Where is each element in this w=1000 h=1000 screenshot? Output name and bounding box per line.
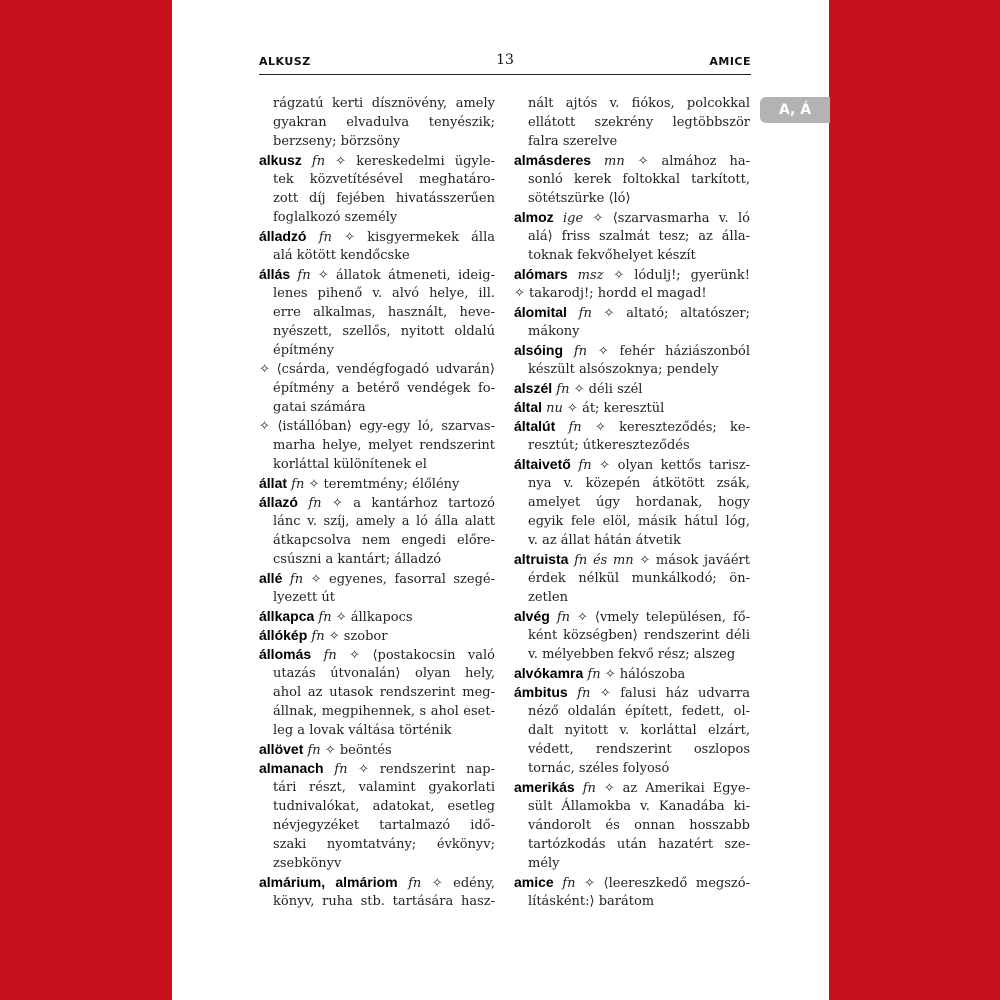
entry-headword-line [514, 341, 750, 360]
entry-headword-line [259, 873, 495, 892]
definition-text: ✧ edény, [421, 876, 495, 891]
part-of-speech: fn [556, 382, 570, 397]
headword: almásderes [514, 152, 592, 168]
headword: almanach [259, 760, 324, 776]
entry-text-line [259, 835, 495, 854]
part-of-speech: fn [289, 572, 304, 587]
definition-text: ✧ ⟨leereszkedő megszó- [575, 876, 750, 891]
definition-text: resztút; útkereszteződés [528, 438, 690, 453]
headword: alvég [514, 608, 550, 624]
definition-text: ✧ szobor [324, 629, 388, 644]
entry-text-line [514, 835, 750, 854]
entry-text-line [259, 778, 495, 797]
definition-text: zetlen [528, 590, 568, 605]
headword: állkapca [259, 608, 315, 624]
definition-text: falra szerelve [528, 134, 618, 149]
part-of-speech: msz [577, 268, 604, 283]
entry-text-line [259, 664, 495, 683]
definition-text: ✧ egyenes, fasorral szegé- [303, 572, 495, 587]
headword: álomital [514, 304, 567, 320]
definition-text: marha helye, melyet rendszerint [273, 438, 495, 453]
entry-headword-line [514, 265, 750, 284]
headword: almoz [514, 209, 554, 225]
definition-text: ✧ ⟨postakocsin való [336, 648, 496, 663]
headword: ámbitus [514, 684, 568, 700]
definition-text: ✧ állkapocs [331, 610, 413, 625]
definition-text: gatai számára [273, 400, 366, 415]
definition-text: átkapcsolva nem engedi előre- [273, 533, 495, 548]
entry-headword-line [259, 759, 495, 778]
definition-text: ✧ ⟨istállóban⟩ egy-egy ló, szarvas- [259, 419, 495, 434]
entry-headword-line [514, 607, 750, 626]
entry-headword-line [514, 417, 750, 436]
entry-text-line [259, 284, 495, 303]
definition-text: érdek nélkül munkálkodó; ön- [528, 571, 750, 586]
part-of-speech: fn [307, 743, 321, 758]
part-of-speech: fn [577, 686, 591, 701]
headword: általút [514, 418, 556, 434]
headword: áltaivető [514, 456, 571, 472]
entry-text-line [259, 892, 495, 911]
headword: állazó [259, 494, 298, 510]
definition-text: utazás útvonalán⟩ olyan hely, [273, 666, 495, 681]
entry-text-line [514, 322, 750, 341]
entry-headword-line [514, 303, 750, 322]
definition-text: mély [528, 856, 560, 871]
part-of-speech: fn [568, 420, 582, 435]
definition-text: nyészett, szellős, nyitott oldalú [273, 324, 495, 339]
entry-text-line [259, 208, 495, 227]
entry-headword-line [514, 664, 750, 683]
definition-text: névjegyzéket tartalmazó idő- [273, 818, 495, 833]
entry-text-line [514, 493, 750, 512]
entry-text-line [259, 132, 495, 151]
headword: állókép [259, 627, 308, 643]
header-first-entry: ALKUSZ [259, 55, 311, 68]
headword: almárium, almáriom [259, 874, 398, 890]
definition-text: ✧ fehér háziászonból [587, 344, 751, 359]
entry-text-line [259, 550, 495, 569]
entry-text-line [514, 132, 750, 151]
definition-text: könyv, ruha stb. tartására hasz- [273, 894, 495, 909]
definition-text: tári részt, valamint gyakorlati [273, 780, 495, 795]
definition-text: ✧ almához ha- [624, 154, 750, 169]
entry-text-line [514, 227, 750, 246]
entry-text-line [259, 588, 495, 607]
entry-text-line [514, 360, 750, 379]
entry-text-line [259, 721, 495, 740]
entry-text-line [259, 455, 495, 474]
definition-text: ✧ rendszerint nap- [347, 762, 495, 777]
part-of-speech: fn [582, 781, 596, 796]
entry-text-line [259, 303, 495, 322]
entry-text-line [514, 284, 750, 303]
definition-text: egyik fele elöl, másik hátul lóg, [528, 514, 750, 529]
part-of-speech: fn [311, 629, 325, 644]
definition-text: lyezett út [273, 590, 335, 605]
definition-text: ✧ déli szél [569, 382, 643, 397]
entry-text-line [259, 512, 495, 531]
definition-text: toknak fekvőhelyet készít [528, 248, 696, 263]
entry-text-line [259, 398, 495, 417]
definition-text: ✧ állatok átmeneti, ideig- [310, 268, 495, 283]
entry-headword-line [514, 379, 750, 398]
definition-text: alá⟩ friss szalmát tesz; az álla- [528, 229, 750, 244]
definition-text: építmény a betérő vendégek fo- [273, 381, 495, 396]
entry-headword-line [514, 151, 750, 170]
entry-text-line [514, 588, 750, 607]
definition-text: erre alkalmas, használt, heve- [273, 305, 495, 320]
letter-thumb-tab: A, Á [760, 97, 830, 123]
entry-headword-line [259, 265, 495, 284]
definition-text: ✧ az Amerikai Egye- [595, 781, 750, 796]
definition-text: ✧ beöntés [320, 743, 392, 758]
entry-headword-line [514, 873, 750, 892]
entry-headword-line [259, 740, 495, 759]
definition-text: védett, rendszerint oszlopos [528, 742, 750, 757]
headword: alsóing [514, 342, 564, 358]
entry-text-line [259, 94, 495, 113]
page-number: 13 [496, 52, 514, 68]
entry-headword-line [259, 607, 495, 626]
headword: allé [259, 570, 283, 586]
headword: állat [259, 475, 288, 491]
definition-text: ként községben⟩ rendszerint déli [528, 628, 750, 643]
definition-text: ✧ ⟨szarvasmarha v. ló [583, 211, 750, 226]
definition-text: néző oldalán épített, fedett, ol- [528, 704, 750, 719]
right-column [514, 94, 750, 911]
headword: amerikás [514, 779, 575, 795]
entry-text-line [514, 854, 750, 873]
definition-text: leg a lovak váltása történik [273, 723, 452, 738]
definition-text: mákony [528, 324, 580, 339]
definition-text: ✧ olyan kettős tarisz- [591, 458, 750, 473]
entry-headword-line [514, 398, 750, 417]
definition-text: ellátott szekrény legtöbbször [528, 115, 750, 130]
part-of-speech: fn [573, 344, 588, 359]
entry-text-line [259, 189, 495, 208]
definition-text: ✧ a kantárhoz tartozó [321, 496, 495, 511]
definition-text: állnak, megpihennek, s ahol eset- [273, 704, 495, 719]
headword: állás [259, 266, 291, 282]
entry-text-line [259, 246, 495, 265]
entry-headword-line [259, 645, 495, 664]
entry-text-line [514, 189, 750, 208]
part-of-speech: fn [308, 496, 322, 511]
definition-text: ✧ kereskedelmi ügyle- [325, 154, 495, 169]
entry-text-line [259, 702, 495, 721]
definition-text: tek közvetítésével meghatáro- [273, 172, 495, 187]
definition-text: tornác, széles folyosó [528, 761, 670, 776]
definition-text: lenes pihenő v. alvó helye, ill. [273, 286, 495, 301]
entry-headword-line [514, 683, 750, 702]
entry-text-line [259, 797, 495, 816]
definition-text: zott díj fejében hivatásszerűen [273, 191, 495, 206]
entry-text-line [514, 531, 750, 550]
definition-text: ✧ mások javáért [633, 553, 750, 568]
definition-text: ✧ takarodj!; hordd el magad! [514, 286, 707, 301]
entry-headword-line [514, 550, 750, 569]
definition-text: ✧ hálószoba [600, 667, 686, 682]
entry-text-line [514, 740, 750, 759]
part-of-speech: fn [334, 762, 348, 777]
part-of-speech: mn [604, 154, 625, 169]
entry-headword-line [514, 455, 750, 474]
left-column [259, 94, 495, 911]
definition-text: v. mélyebben fekvő rész; alszeg [528, 647, 736, 662]
entry-text-line [514, 892, 750, 911]
part-of-speech: fn [556, 610, 570, 625]
part-of-speech: fn [311, 154, 326, 169]
definition-text: ✧ altató; altatószer; [591, 306, 750, 321]
definition-text: ✧ lódulj!; gyerünk! [603, 268, 750, 283]
part-of-speech: ige [563, 211, 584, 226]
definition-text: amelyet úgy hordanak, hogy [528, 495, 750, 510]
definition-text: csúszni a kantárt; álladzó [273, 552, 442, 567]
definition-text: szaki nyomtatvány; évkönyv; [273, 837, 495, 852]
entry-text-line [514, 113, 750, 132]
entry-text-line [514, 797, 750, 816]
part-of-speech: fn [587, 667, 601, 682]
entry-text-line [514, 721, 750, 740]
headword: alkusz [259, 152, 302, 168]
definition-text: építmény [273, 343, 335, 358]
definition-text: nált ajtós v. fiókos, polcokkal [528, 96, 750, 111]
part-of-speech: fn [318, 230, 332, 245]
entry-text-line [514, 512, 750, 531]
part-of-speech: fn [562, 876, 576, 891]
headword: alszél [514, 380, 553, 396]
definition-text: ✧ ⟨csárda, vendégfogadó udvarán⟩ [259, 362, 495, 377]
part-of-speech: fn és mn [574, 553, 634, 568]
definition-text: sonló kerek foltokkal tarkított, [528, 172, 750, 187]
entry-text-line [259, 322, 495, 341]
definition-text: ✧ át; keresztül [562, 401, 665, 416]
part-of-speech: fn [578, 458, 592, 473]
entry-text-line [514, 626, 750, 645]
entry-text-line [259, 531, 495, 550]
definition-text: ahol az utasok rendszerint meg- [273, 685, 495, 700]
entry-text-line [514, 569, 750, 588]
entry-text-line [259, 683, 495, 702]
definition-text: rágzatú kerti dísznövény, amely [273, 96, 495, 111]
entry-text-line [259, 379, 495, 398]
headword: által [514, 399, 543, 415]
entry-headword-line [259, 474, 495, 493]
running-header [259, 52, 751, 75]
headword: amice [514, 874, 554, 890]
headword: allövet [259, 741, 304, 757]
part-of-speech: nu [546, 401, 563, 416]
entry-text-line [514, 759, 750, 778]
entry-text-line [514, 246, 750, 265]
definition-text: készült alsószoknya; pendely [528, 362, 719, 377]
entry-text-line [259, 113, 495, 132]
part-of-speech: fn [297, 268, 311, 283]
entry-text-line [259, 170, 495, 189]
entry-text-line [259, 854, 495, 873]
entry-headword-line [514, 778, 750, 797]
part-of-speech: fn [578, 306, 592, 321]
definition-text: sült Államokba v. Kanadába ki- [528, 799, 750, 814]
header-last-entry: AMICE [709, 55, 751, 68]
definition-text: lánc v. szíj, amely a ló álla alatt [273, 514, 495, 529]
part-of-speech: fn [291, 477, 305, 492]
definition-text: korláttal különítenek el [273, 457, 427, 472]
definition-text: ✧ teremtmény; élőlény [304, 477, 460, 492]
headword: alómars [514, 266, 568, 282]
entry-text-line [259, 360, 495, 379]
entry-text-line [514, 474, 750, 493]
entry-text-line [514, 436, 750, 455]
entry-text-line [259, 417, 495, 436]
definition-text: dalt nyitott v. korláttal elzárt, [528, 723, 750, 738]
definition-text: alá kötött kendőcske [273, 248, 410, 263]
entry-text-line [514, 170, 750, 189]
part-of-speech: fn [323, 648, 337, 663]
definition-text: sötétszürke ⟨ló⟩ [528, 191, 631, 206]
definition-text: tartózkodás után hazatért sze- [528, 837, 750, 852]
entry-headword-line [259, 151, 495, 170]
definition-text: ✧ kereszteződés; ke- [581, 420, 750, 435]
definition-text: tudnivalókat, adatokat, esetleg [273, 799, 495, 814]
part-of-speech: fn [318, 610, 332, 625]
headword: alvókamra [514, 665, 584, 681]
definition-text: ✧ kisgyermekek álla [331, 230, 495, 245]
definition-text: berzseny; börzsöny [273, 134, 401, 149]
definition-text: lításként:⟩ barátom [528, 894, 655, 909]
entry-text-line [514, 645, 750, 664]
definition-text: nya v. közepén átkötött zsák, [528, 476, 750, 491]
part-of-speech: fn [408, 876, 422, 891]
entry-text-line [514, 702, 750, 721]
definition-text: zsebkönyv [273, 856, 342, 871]
headword: állomás [259, 646, 312, 662]
definition-text: v. az állat hátán átvetik [528, 533, 681, 548]
definition-text: ✧ falusi ház udvarra [590, 686, 750, 701]
definition-text: gyakran elvadulva tenyészik; [273, 115, 495, 130]
entry-text-line [259, 816, 495, 835]
entry-text-line [514, 816, 750, 835]
entry-headword-line [259, 227, 495, 246]
entry-text-line [259, 436, 495, 455]
definition-text: ✧ ⟨vmely településen, fő- [570, 610, 750, 625]
entry-headword-line [259, 569, 495, 588]
headword: álladzó [259, 228, 307, 244]
entry-headword-line [259, 493, 495, 512]
entry-text-line [514, 94, 750, 113]
definition-text: vándorolt és onnan hosszabb [528, 818, 750, 833]
entry-headword-line [259, 626, 495, 645]
entry-text-line [259, 341, 495, 360]
definition-text: foglalkozó személy [273, 210, 398, 225]
headword: altruista [514, 551, 569, 567]
entry-headword-line [514, 208, 750, 227]
